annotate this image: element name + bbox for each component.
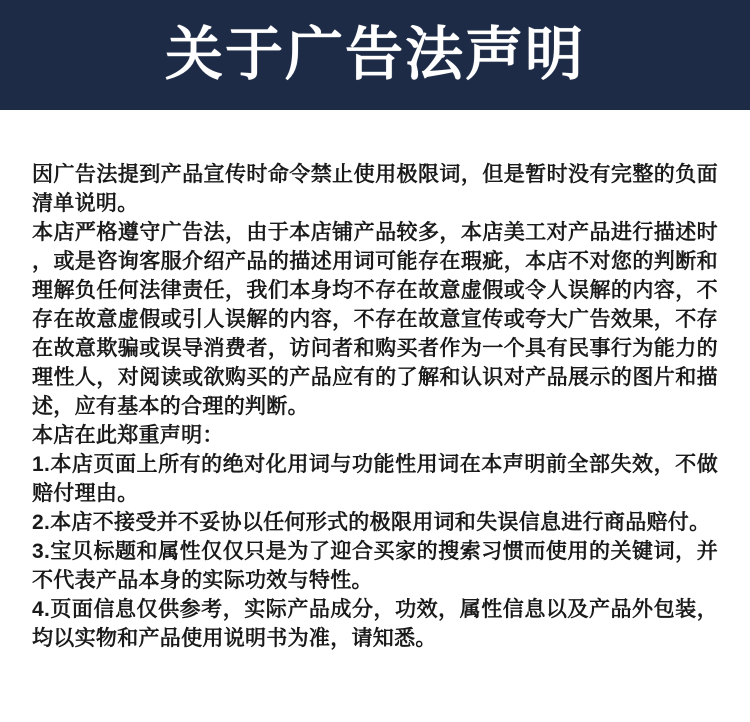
statement-line-15: 不代表产品本身的实际功效与特性。 [32,569,373,592]
statement-line-8: 理性人，对阅读或欲购买的产品应有的了解和认识对产品展示的图片和描 [32,366,718,389]
statement-line-16: 4.页面信息仅供参考，实际产品成分，功效，属性信息以及产品外包装， [32,598,718,621]
statement-body [0,110,750,653]
statement-line-14: 3.宝贝标题和属性仅仅只是为了迎合买家的搜索习惯而使用的关键词，并 [32,540,718,563]
statement-line-3: 本店严格遵守广告法，由于本店铺产品较多，本店美工对产品进行描述时 [32,221,718,244]
statement-line-7: 在故意欺骗或误导消费者，访问者和购买者作为一个具有民事行为能力的 [32,337,718,360]
statement-line-5: 理解负任何法律责任，我们本身均不存在故意虚假或令人误解的内容，不 [32,279,718,302]
statement-line-11: 1.本店页面上所有的绝对化用词与功能性用词在本声明前全部失效，不做 [32,453,718,476]
statement-line-10: 本店在此郑重声明： [32,424,224,447]
statement-line-12: 赔付理由。 [32,482,139,505]
statement-line-9: 述，应有基本的合理的判断。 [32,395,309,418]
statement-line-2: 清单说明。 [32,192,139,215]
statement-line-17: 均以实物和产品使用说明书为准，请知悉。 [32,627,437,650]
statement-line-1: 因广告法提到产品宣传时命令禁止使用极限词，但是暂时没有完整的负面 [32,163,718,186]
statement-line-13: 2.本店不接受并不妥协以任何形式的极限用词和失误信息进行商品赔付。 [32,511,711,534]
statement-line-4: ，或是咨询客服介绍产品的描述用词可能存在瑕疵，本店不对您的判断和 [32,250,718,273]
statement-line-6: 存在故意虚假或引人误解的内容，不存在故意宣传或夸大广告效果，不存 [32,308,718,331]
header-banner [0,0,750,110]
page-title: 关于广告法声明 [164,22,585,87]
